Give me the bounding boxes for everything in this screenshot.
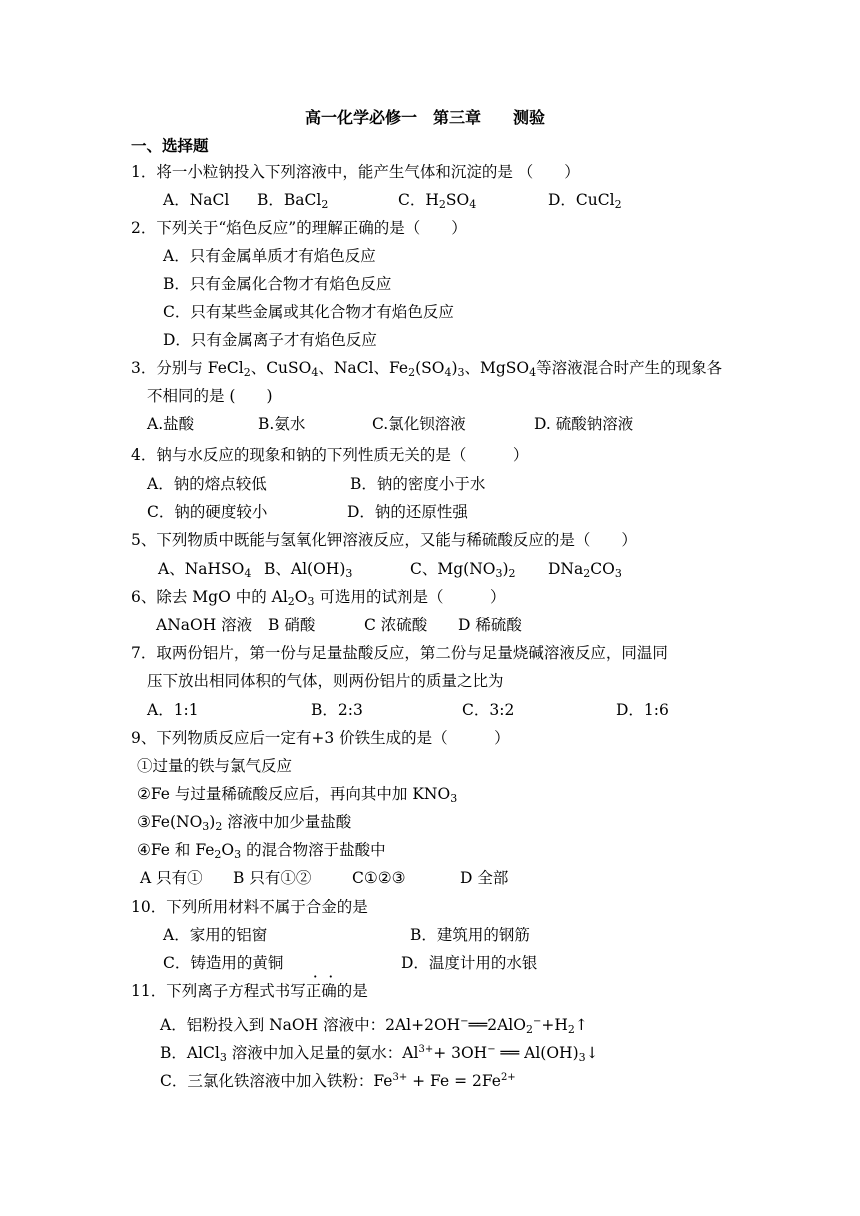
- question-2-option-c: C．只有某些金属或其化合物才有焰色反应: [163, 303, 454, 321]
- question-11-option-b: B．AlCl$_3$ 溶液中加入足量的氨水：$Al^{3+}+ 3OH^-$ ══ $Al(OH)_3↓$: [160, 1044, 599, 1064]
- question-1-stem: 1．将一小粒钠投入下列溶液中，能产生气体和沉淀的是 （ ）: [131, 163, 580, 181]
- question-3-option-c: C.氯化钡溶液: [372, 415, 466, 433]
- question-6-option-c: C 浓硫酸: [364, 616, 428, 634]
- question-6-option-d: D 稀硫酸: [458, 616, 522, 634]
- question-4-option-a: A．钠的熔点较低: [147, 475, 267, 493]
- question-9-item-3: $③Fe(NO_3)_2$ 溶液中加少量盐酸: [137, 813, 352, 833]
- question-7-option-b: B．2:3: [311, 701, 363, 719]
- question-7-stem-cont: 压下放出相同体积的气体，则两份铝片的质量之比为: [147, 672, 504, 690]
- question-10-option-b: B．建筑用的钢筋: [410, 926, 530, 944]
- question-5-option-d: $DNa_2CO_3$: [548, 560, 622, 580]
- question-9-item-2: ②Fe 与过量稀硫酸反应后，再向其中加 $KNO_3$: [137, 785, 458, 805]
- question-4-option-d: D．钠的还原性强: [347, 503, 468, 521]
- question-4-stem: 4．钠与水反应的现象和钠的下列性质无关的是（ ）: [131, 446, 529, 464]
- question-5-option-b: B、$Al(OH)_3$: [264, 560, 353, 580]
- question-3-option-a: A.盐酸: [147, 415, 195, 433]
- question-10-option-a: A．家用的铝窗: [163, 926, 268, 944]
- question-7-option-c: C．3:2: [462, 701, 515, 719]
- question-11-stem: 11．下列离子方程式书写正确的是: [131, 982, 368, 1000]
- question-10-stem: 10．下列所用材料不属于合金的是: [131, 898, 368, 916]
- page-title: 高一化学必修一 第三章 测验: [305, 108, 546, 127]
- question-1-option-d: D．CuCl$_2$: [548, 191, 622, 211]
- question-9-option-c: C①②③: [352, 869, 406, 887]
- question-9-option-d: D 全部: [460, 869, 509, 887]
- question-3-stem: 3．分别与 FeCl$_2$、CuSO$_4$、NaCl、$Fe_2(SO_4)_3$、MgSO$_4$等溶液混合时产生的现象各: [131, 359, 723, 379]
- question-2-option-a: A．只有金属单质才有焰色反应: [163, 247, 376, 265]
- question-9-option-a: A 只有①: [140, 869, 203, 887]
- question-1-option-c: C．$H_2SO_4$: [398, 191, 477, 211]
- emphasis-dot: 确: [321, 982, 337, 1000]
- question-2-option-b: B．只有金属化合物才有焰色反应: [163, 275, 392, 293]
- question-6-stem: 6、除去 MgO 中的 $Al_2O_3$ 可选用的试剂是（ ）: [131, 588, 506, 608]
- question-9-stem: 9、下列物质反应后一定有+3 价铁生成的是（ ）: [131, 729, 510, 747]
- question-5-option-a: A、NaHSO$_4$: [158, 560, 252, 580]
- question-6-option-a: ANaOH 溶液: [156, 616, 253, 634]
- question-7-stem: 7．取两份铝片，第一份与足量盐酸反应，第二份与足量烧碱溶液反应，同温同: [131, 644, 668, 662]
- emphasis-dot: 正: [305, 982, 322, 1000]
- question-10-option-c: C．铸造用的黄铜: [163, 954, 284, 972]
- question-4-option-b: B．钠的密度小于水: [350, 475, 486, 493]
- question-9-item-1: ①过量的铁与氯气反应: [137, 757, 293, 775]
- question-7-option-d: D．1:6: [616, 701, 669, 719]
- question-11-option-a: A．铝粉投入到 NaOH 溶液中：$2Al+2OH^-══2AlO_2^-+H_2↑$: [160, 1016, 588, 1036]
- question-11-option-c: C．三氯化铁溶液中加入铁粉：$Fe^{3+} + Fe = 2Fe^{2+}$: [160, 1072, 516, 1090]
- question-1-option-a: A．NaCl: [163, 191, 230, 209]
- question-5-stem: 5、下列物质中既能与氢氧化钾溶液反应，又能与稀硫酸反应的是（ ）: [131, 531, 637, 549]
- question-3-option-d: D. 硫酸钠溶液: [534, 415, 634, 433]
- question-10-option-d: D．温度计用的水银: [401, 954, 538, 972]
- question-2-stem: 2．下列关于“焰色反应”的理解正确的是（ ）: [131, 219, 467, 237]
- question-3-stem-cont: 不相同的是 ( ): [147, 387, 273, 405]
- question-9-option-b: B 只有①②: [233, 869, 312, 887]
- question-7-option-a: A．1:1: [147, 701, 199, 719]
- question-9-item-4: ④Fe 和 $Fe_2O_3$ 的混合物溶于盐酸中: [137, 841, 386, 861]
- question-4-option-c: C．钠的硬度较小: [147, 503, 268, 521]
- section-heading: 一、选择题: [131, 136, 209, 155]
- question-5-option-c: C、$Mg(NO_3)_2$: [410, 560, 516, 580]
- question-2-option-d: D．只有金属离子才有焰色反应: [163, 331, 377, 349]
- question-1-option-b: B．BaCl$_2$: [257, 191, 329, 211]
- question-6-option-b: B 硝酸: [268, 616, 316, 634]
- question-3-option-b: B.氨水: [258, 415, 306, 433]
